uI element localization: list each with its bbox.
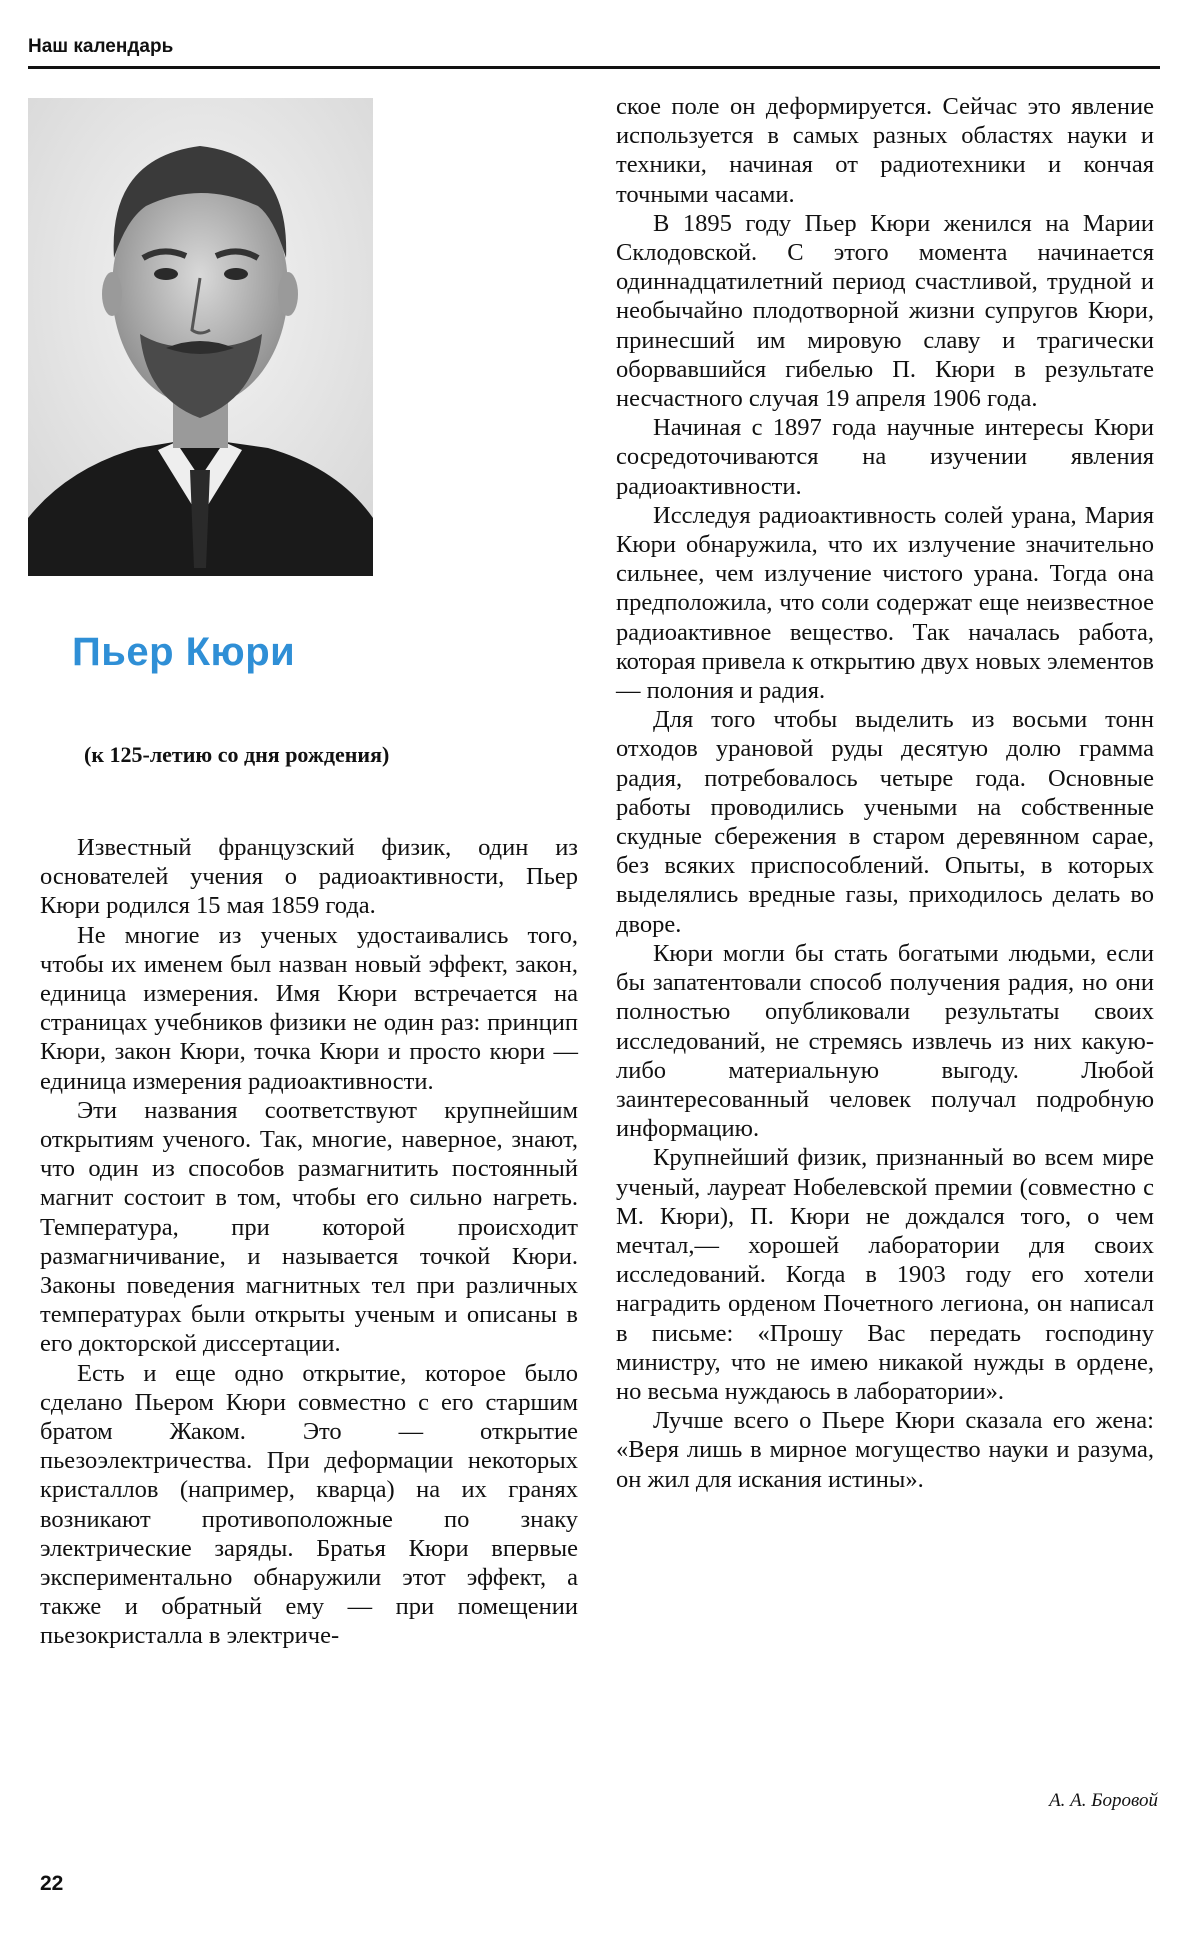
paragraph: Исследуя радиоактивность солей урана, Мария Кюри обнаружила, что их излучение значительно сильнее, чем излучение чистого урана. Тогда она предположила, что соли содержат еще неизвестное радиоактивное вещество. Так началась работа, которая привела к открытию двух новых элементов — полония и радия. xyxy=(616,501,1154,705)
paragraph: Кюри могли бы стать богатыми людьми, если бы запатентовали способ получения радия, но они полностью опубликовали результаты своих исследований, не стремясь извлечь из них какую-либо материальную выгоду. Любой заинтересованный человек получал подробную информацию. xyxy=(616,939,1154,1143)
author-signature: А. А. Боровой xyxy=(1049,1790,1158,1811)
section-label: Наш календарь xyxy=(28,36,174,57)
left-column xyxy=(40,833,578,1651)
paragraph: Крупнейший физик, признанный во всем мире ученый, лауреат Нобелевской премии (совместно с М. Кюри), П. Кюри не дождался того, о чем мечтал,— хорошей лаборатории для своих исследований. Когда в 1903 году его хотели наградить орденом Почетного легиона, он написал в письме: «Прошу Вас передать господину министру, что не имею никакой нужды в ордене, но весьма нуждаюсь в лаборатории». xyxy=(616,1144,1154,1405)
paragraph: Начиная с 1897 года научные интересы Кюри сосредоточиваются на изучении явления радиоактивности. xyxy=(616,414,1154,500)
right-column xyxy=(616,92,1154,1494)
paragraph: Не многие из ученых удостаивались того, чтобы их именем был назван новый эффект, закон, единица измерения. Имя Кюри встречается на страницах учебников физики не один раз: принцип Кюри, закон Кюри, точка Кюри и просто кюри — единица измерения радиоактивности. xyxy=(40,921,578,1095)
paragraph: Для того чтобы выделить из восьми тонн отходов урановой руды десятую долю грамма радия, потребовалось четыре года. Основные работы проводились учеными на собственные скудные сбережения в старом деревянном сарае, без всяких приспособлений. Опыты, в которых выделялись вредные газы, приходилось делать во дворе. xyxy=(616,706,1154,938)
paragraph: В 1895 году Пьер Кюри женился на Марии Склодовской. С этого момента начинается одиннадцатилетний период счастливой, трудной и необычайно плодотворной жизни супругов Кюри, принесший им мировую славу и трагически оборвавшийся гибелью П. Кюри в результате несчастного случая 19 апреля 1906 года. xyxy=(616,209,1154,413)
paragraph: Есть и еще одно открытие, которое было сделано Пьером Кюри совместно с его старшим братом Жаком. Это — открытие пьезоэлектричества. При деформации некоторых кристаллов (например, кварца) на их гранях возникают противоположные по знаку электрические заряды. Братья Кюри впервые экспериментально обнаружили этот эффект, а также и обратный ему — при помещении пьезокристалла в электриче- xyxy=(40,1359,578,1650)
article-subtitle: (к 125-летию со дня рождения) xyxy=(84,742,390,767)
portrait-illustration xyxy=(28,98,373,576)
page-number: 22 xyxy=(40,1872,64,1895)
portrait-photo xyxy=(28,98,373,576)
paragraph: Лучше всего о Пьере Кюри сказала его жена: «Веря лишь в мирное могущество науки и разума, он жил для искания истины». xyxy=(616,1407,1154,1493)
paragraph: Известный французский физик, один из основателей учения о радиоактивности, Пьер Кюри родился 15 мая 1859 года. xyxy=(40,834,578,920)
article-title: Пьер Кюри xyxy=(72,630,296,674)
paragraph: ское поле он деформируется. Сейчас это явление используется в самых разных областях науки и техники, начиная от радиотехники и кончая точными часами. xyxy=(616,93,1154,208)
page-header xyxy=(28,36,1160,69)
paragraph: Эти названия соответствуют крупнейшим открытиям ученого. Так, многие, наверное, знают, что один из способов размагнитить постоянный магнит состоит в том, чтобы его сильно нагреть. Температура, при которой происходит размагничивание, и называется точкой Кюри. Законы поведения магнитных тел при различных температурах были открыты ученым и описаны в его докторской диссертации. xyxy=(40,1096,578,1358)
